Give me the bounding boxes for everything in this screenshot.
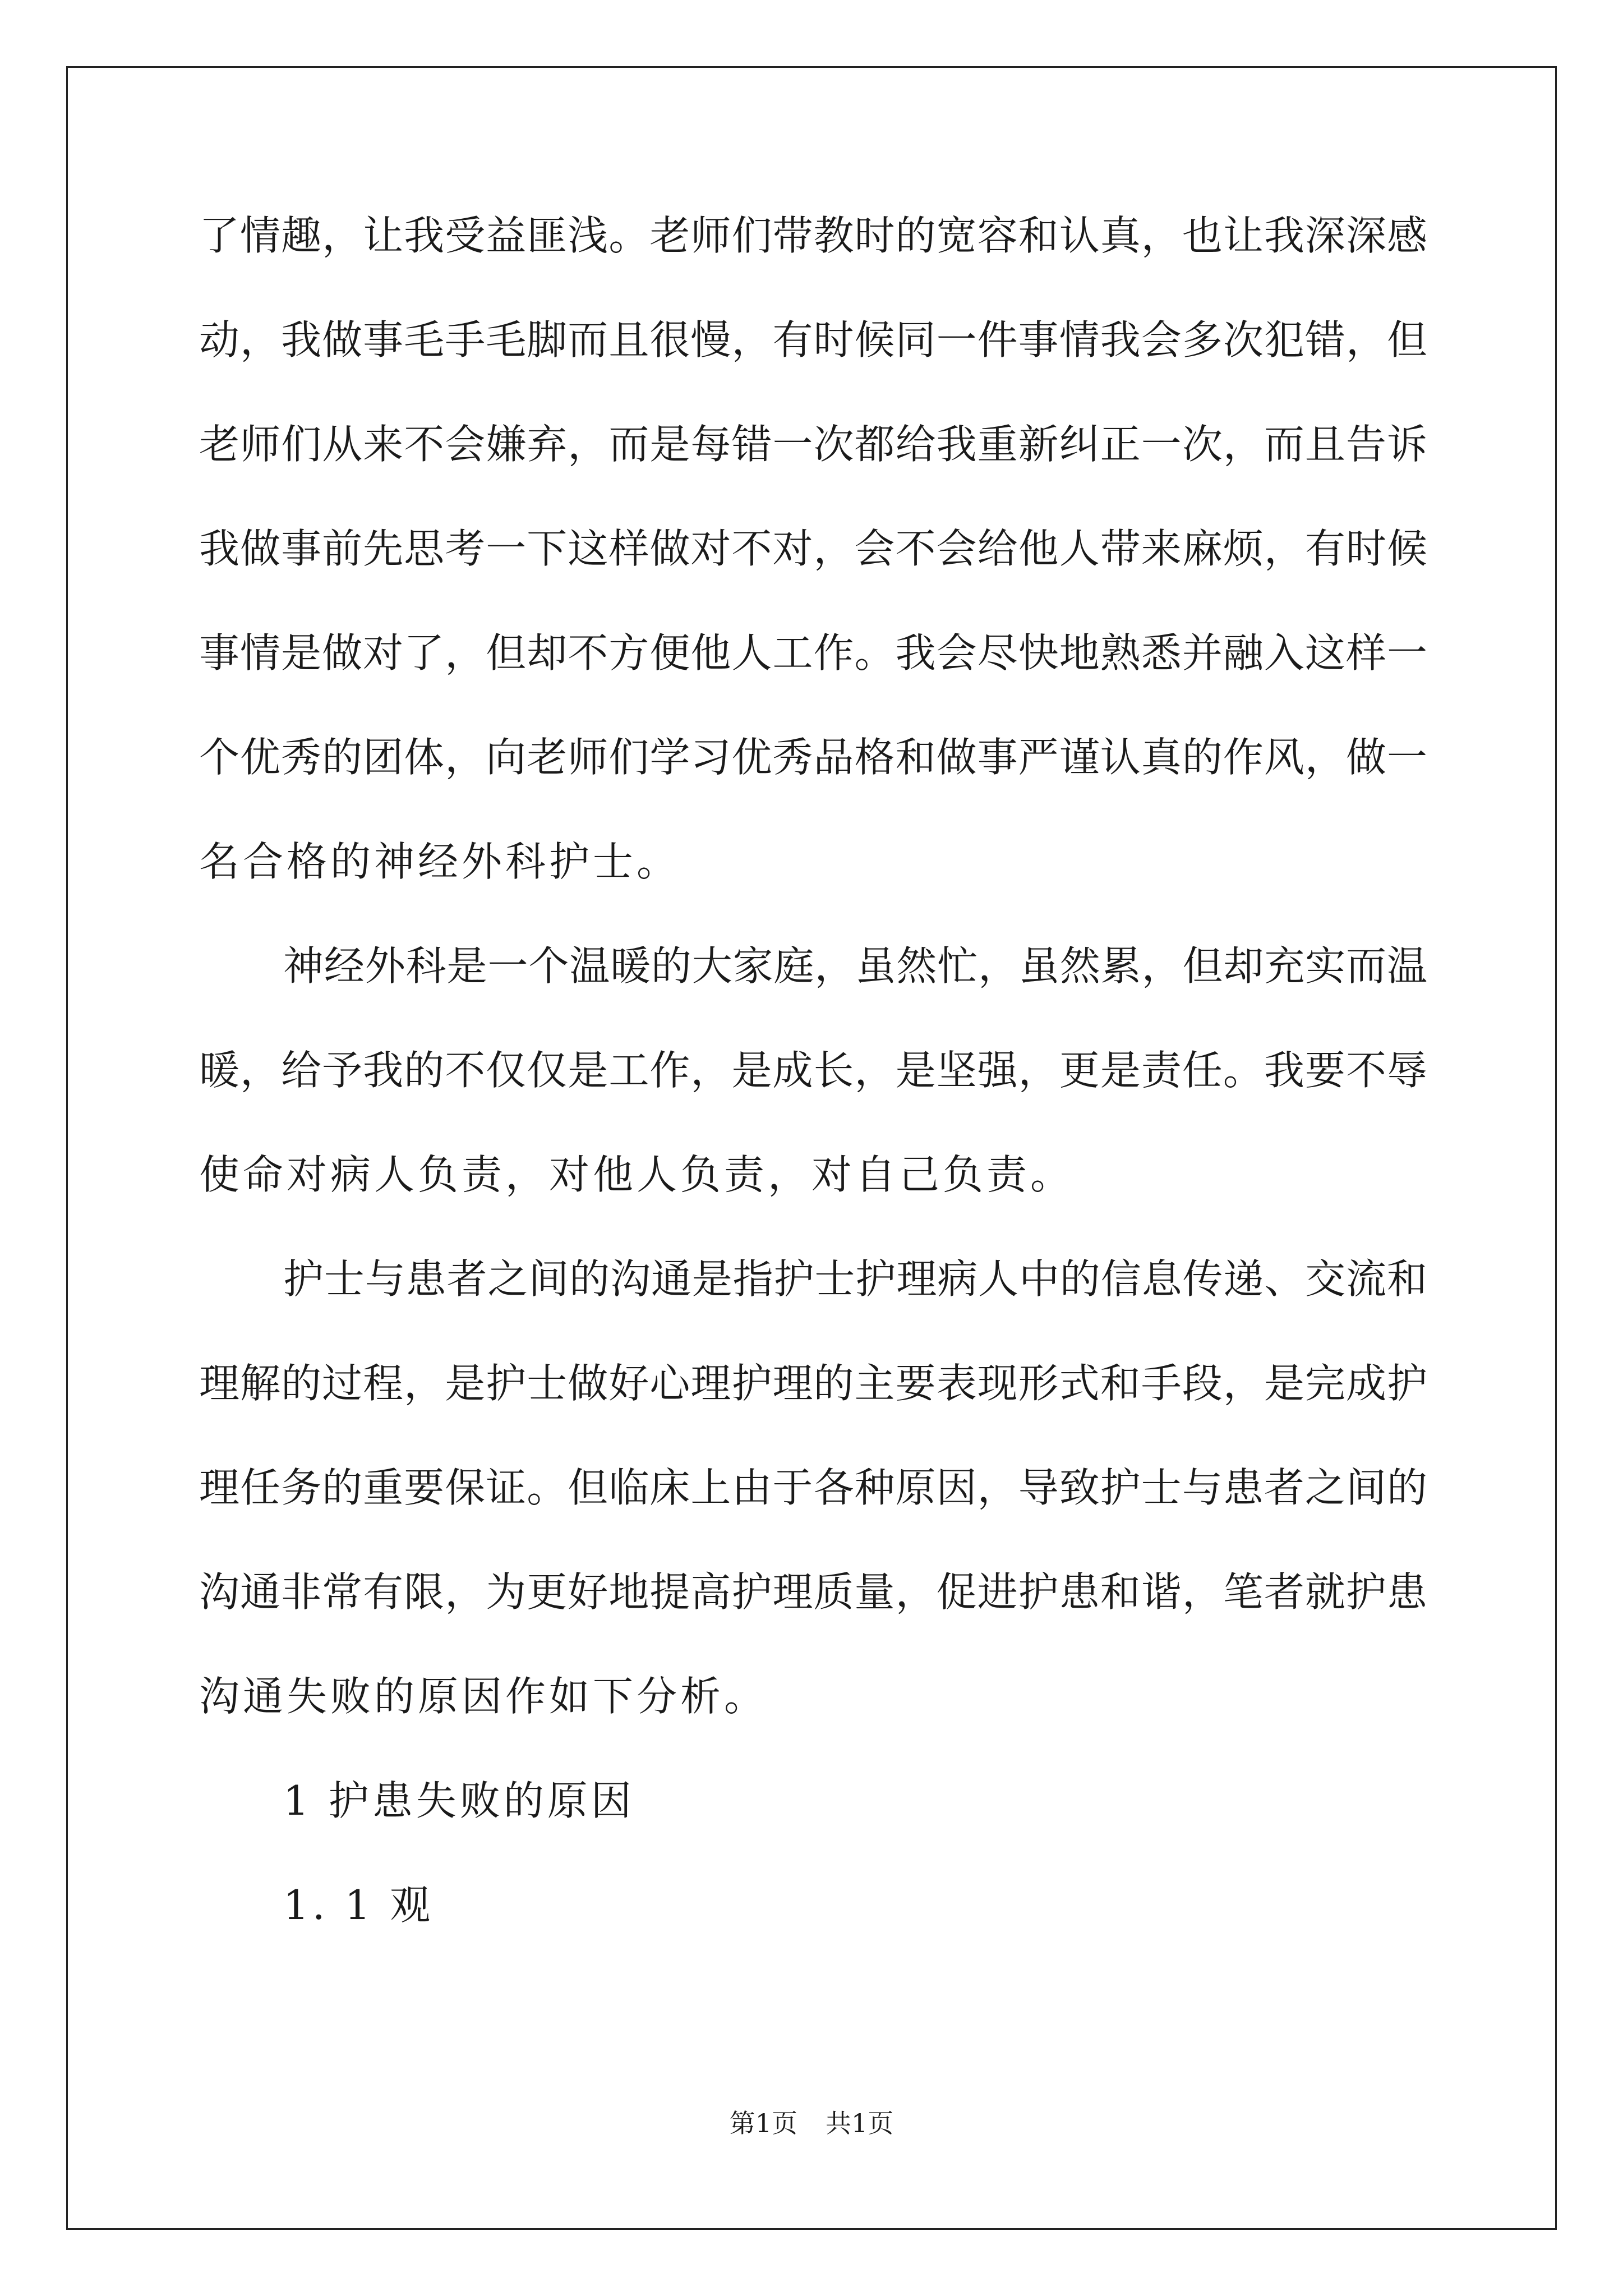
text-line: 使命对病人负责，对他人负责，对自己负责。 [199, 1151, 1075, 1198]
text-line: 了情趣，让我受益匪浅。老师们带教时的宽容和认真，也让我深深感 [199, 212, 1427, 259]
text-line: 个优秀的团体，向老师们学习优秀品格和做事严谨认真的作风，做一 [199, 734, 1427, 781]
document-body [199, 210, 1427, 1984]
text-line: 事情是做对了，但却不方便他人工作。我会尽快地熟悉并融入这样一 [199, 629, 1427, 677]
text-line: 我做事前先思考一下这样做对不对，会不会给他人带来麻烦，有时候 [199, 525, 1427, 572]
text-line: 理解的过程，是护士做好心理护理的主要表现形式和手段，是完成护 [199, 1360, 1427, 1407]
text-line: 理任务的重要保证。但临床上由于各种原因，导致护士与患者之间的 [199, 1464, 1427, 1511]
page-total: 共1页 [826, 2108, 894, 2138]
text-line: 沟通非常有限，为更好地提高护理质量，促进护患和谐，笔者就护患 [199, 1568, 1427, 1616]
section-heading: 1 护患失败的原因 [283, 1777, 635, 1824]
text-line: 暖，给予我的不仅仅是工作，是成长，是坚强，更是责任。我要不辱 [199, 1047, 1427, 1094]
subsection-heading: 1. 1 观 [283, 1881, 434, 1929]
text-line: 老师们从来不会嫌弃，而是每错一次都给我重新纠正一次，而且告诉 [199, 421, 1427, 468]
page-footer [0, 2106, 1623, 2140]
paragraph-first-line: 神经外科是一个温暖的大家庭，虽然忙，虽然累，但却充实而温 [283, 942, 1427, 990]
paragraph-first-line: 护士与患者之间的沟通是指护士护理病人中的信息传递、交流和 [283, 1255, 1427, 1303]
text-line: 动，我做事毛手毛脚而且很慢，有时候同一件事情我会多次犯错，但 [199, 316, 1427, 364]
page-number: 第1页 [729, 2108, 797, 2138]
text-line: 名合格的神经外科护士。 [199, 838, 681, 885]
text-line: 沟通失败的原因作如下分析。 [199, 1673, 768, 1720]
